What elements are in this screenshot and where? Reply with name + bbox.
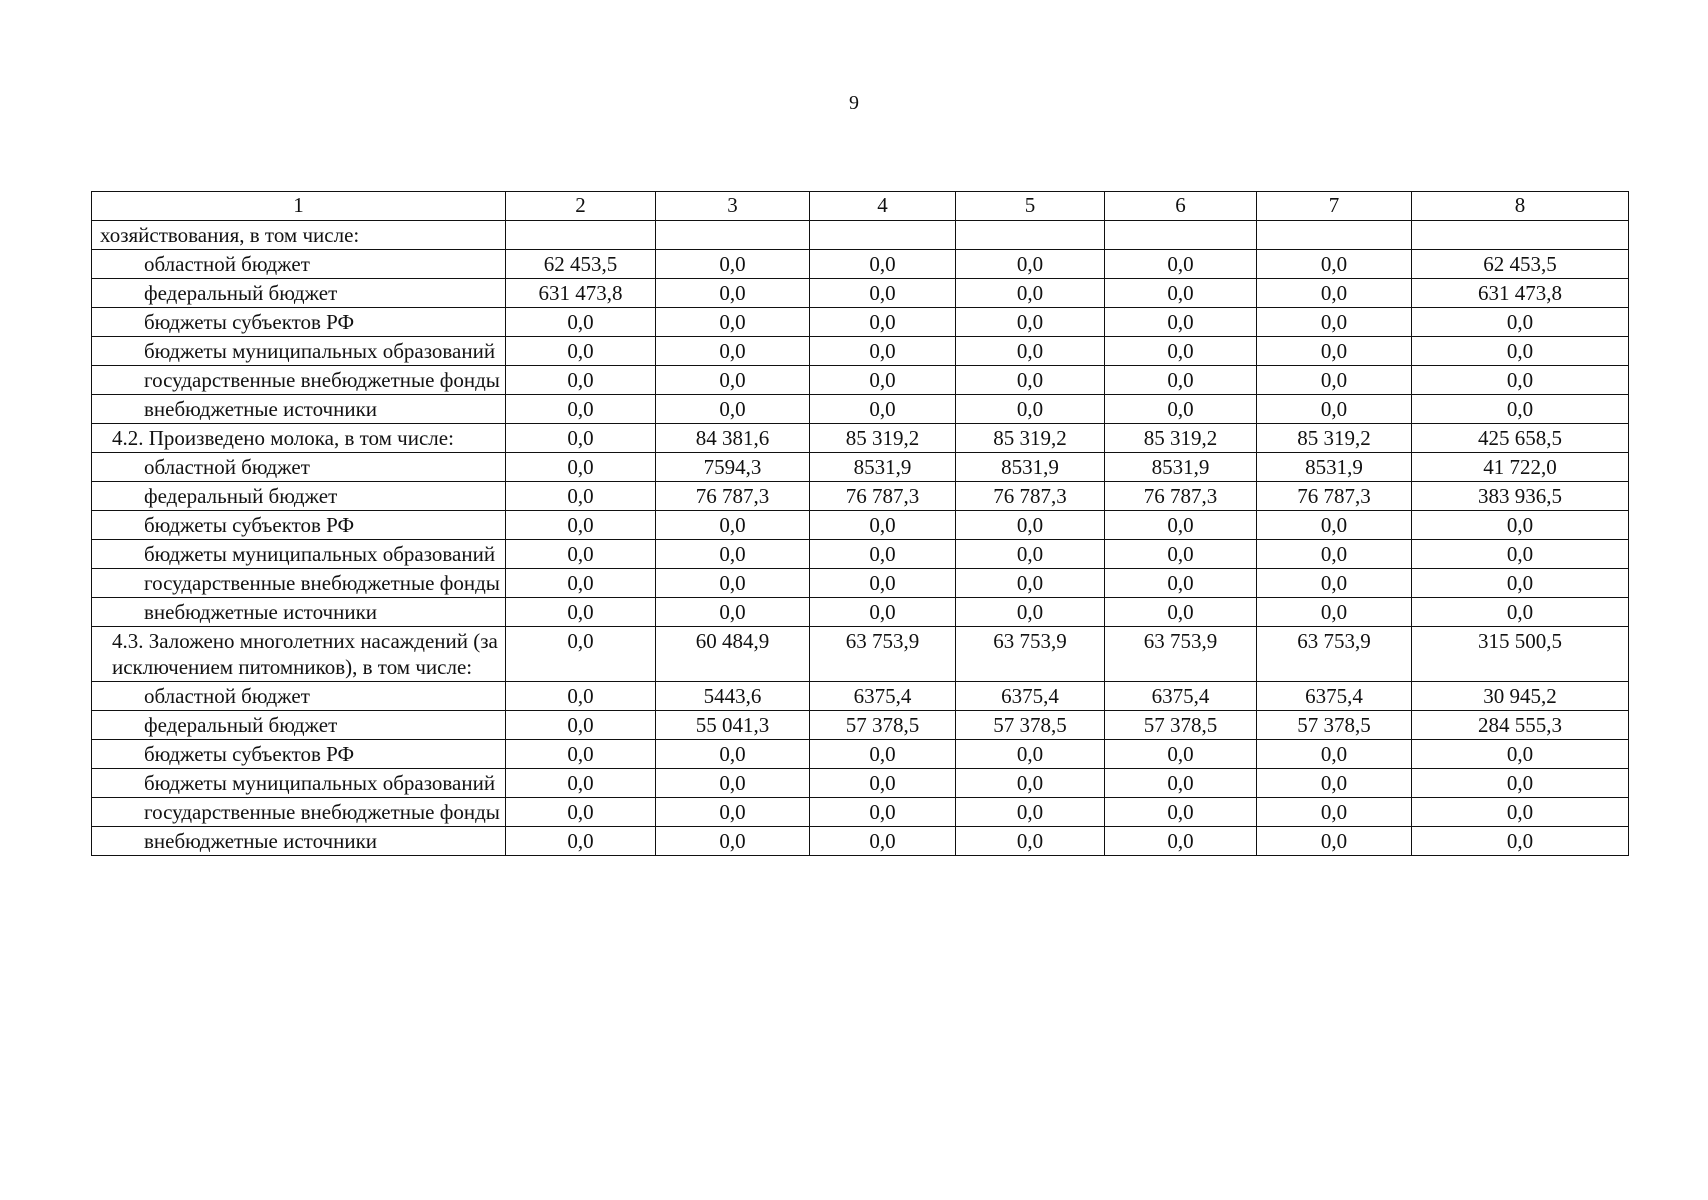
value-cell: 0,0: [810, 740, 956, 769]
value-cell: 0,0: [1257, 366, 1412, 395]
value-cell: [810, 221, 956, 250]
table-row: [92, 627, 1629, 682]
value-cell: 57 378,5: [956, 711, 1105, 740]
row-label: государственные внебюджетные фонды: [144, 368, 500, 392]
value-cell: 0,0: [1257, 827, 1412, 856]
row-label: федеральный бюджет: [144, 281, 338, 305]
value-cell: 0,0: [506, 337, 656, 366]
value-cell: 631 473,8: [506, 279, 656, 308]
table-row: [92, 540, 1629, 569]
value-cell: 6375,4: [1257, 682, 1412, 711]
column-number: 4: [810, 192, 956, 221]
row-label-cell: [92, 769, 506, 798]
row-label: федеральный бюджет: [144, 713, 338, 737]
value-cell: 0,0: [1412, 798, 1629, 827]
value-cell: 0,0: [1257, 798, 1412, 827]
value-cell: 0,0: [1257, 769, 1412, 798]
value-cell: 8531,9: [1105, 453, 1257, 482]
value-cell: 0,0: [1105, 366, 1257, 395]
value-cell: 0,0: [506, 395, 656, 424]
value-cell: 0,0: [656, 769, 810, 798]
table-row: [92, 740, 1629, 769]
row-label: государственные внебюджетные фонды: [144, 571, 500, 595]
row-label: бюджеты субъектов РФ: [144, 513, 355, 537]
row-label-cell: [92, 827, 506, 856]
value-cell: 0,0: [810, 250, 956, 279]
value-cell: 0,0: [506, 627, 656, 682]
value-cell: [506, 221, 656, 250]
value-cell: 0,0: [956, 308, 1105, 337]
value-cell: 0,0: [1105, 598, 1257, 627]
row-label: бюджеты муниципальных образований: [144, 542, 496, 566]
row-label-cell: [92, 337, 506, 366]
value-cell: [1412, 221, 1629, 250]
value-cell: 0,0: [1257, 598, 1412, 627]
row-label: государственные внебюджетные фонды: [144, 800, 500, 824]
value-cell: 0,0: [1257, 337, 1412, 366]
value-cell: 0,0: [1257, 511, 1412, 540]
table-row: [92, 798, 1629, 827]
value-cell: 0,0: [656, 337, 810, 366]
row-label-cell: [92, 279, 506, 308]
value-cell: 0,0: [1105, 395, 1257, 424]
row-label: 4.2. Произведено молока, в том числе:: [112, 426, 454, 450]
value-cell: 0,0: [506, 511, 656, 540]
value-cell: 0,0: [656, 279, 810, 308]
value-cell: 57 378,5: [810, 711, 956, 740]
value-cell: 0,0: [506, 569, 656, 598]
value-cell: 383 936,5: [1412, 482, 1629, 511]
value-cell: 0,0: [956, 337, 1105, 366]
table-row: [92, 337, 1629, 366]
table-row: [92, 221, 1629, 250]
value-cell: 0,0: [1105, 740, 1257, 769]
value-cell: 0,0: [810, 337, 956, 366]
value-cell: 0,0: [956, 769, 1105, 798]
value-cell: 63 753,9: [1105, 627, 1257, 682]
table-row: [92, 279, 1629, 308]
row-label-cell: [92, 682, 506, 711]
column-number: 8: [1412, 192, 1629, 221]
column-number-row: [92, 192, 1629, 221]
value-cell: 0,0: [506, 769, 656, 798]
value-cell: [956, 221, 1105, 250]
value-cell: 0,0: [810, 598, 956, 627]
value-cell: 0,0: [656, 540, 810, 569]
value-cell: 57 378,5: [1257, 711, 1412, 740]
value-cell: 76 787,3: [810, 482, 956, 511]
value-cell: 0,0: [810, 769, 956, 798]
value-cell: 0,0: [1412, 769, 1629, 798]
value-cell: 0,0: [956, 250, 1105, 279]
value-cell: 0,0: [956, 366, 1105, 395]
value-cell: 7594,3: [656, 453, 810, 482]
value-cell: 0,0: [506, 424, 656, 453]
table-row: [92, 308, 1629, 337]
value-cell: 631 473,8: [1412, 279, 1629, 308]
value-cell: 0,0: [656, 569, 810, 598]
page-number: 9: [849, 92, 859, 114]
value-cell: 0,0: [956, 740, 1105, 769]
value-cell: 0,0: [506, 740, 656, 769]
value-cell: 0,0: [956, 395, 1105, 424]
row-label-cell: [92, 711, 506, 740]
table-row: [92, 598, 1629, 627]
table-row: [92, 769, 1629, 798]
row-label-cell: [92, 627, 506, 682]
row-label-cell: [92, 308, 506, 337]
value-cell: 0,0: [810, 569, 956, 598]
value-cell: 85 319,2: [956, 424, 1105, 453]
value-cell: 0,0: [1412, 740, 1629, 769]
row-label: бюджеты муниципальных образований: [144, 339, 496, 363]
value-cell: 0,0: [656, 511, 810, 540]
table-row: [92, 827, 1629, 856]
value-cell: 0,0: [956, 540, 1105, 569]
row-label-cell: [92, 511, 506, 540]
value-cell: 63 753,9: [1257, 627, 1412, 682]
value-cell: 0,0: [506, 827, 656, 856]
row-label: бюджеты субъектов РФ: [144, 742, 355, 766]
value-cell: 0,0: [656, 598, 810, 627]
value-cell: 0,0: [656, 740, 810, 769]
row-label-cell: [92, 540, 506, 569]
value-cell: 62 453,5: [1412, 250, 1629, 279]
value-cell: 0,0: [810, 511, 956, 540]
value-cell: 0,0: [1105, 511, 1257, 540]
value-cell: 0,0: [1257, 740, 1412, 769]
value-cell: 0,0: [1105, 279, 1257, 308]
value-cell: [1257, 221, 1412, 250]
value-cell: 0,0: [1105, 827, 1257, 856]
value-cell: 84 381,6: [656, 424, 810, 453]
row-label-cell: [92, 424, 506, 453]
column-number: 7: [1257, 192, 1412, 221]
value-cell: 315 500,5: [1412, 627, 1629, 682]
value-cell: 0,0: [1412, 511, 1629, 540]
row-label-cell: [92, 221, 506, 250]
table-row: [92, 511, 1629, 540]
table-row: [92, 250, 1629, 279]
value-cell: 0,0: [506, 598, 656, 627]
value-cell: 0,0: [1257, 540, 1412, 569]
column-number: 1: [92, 192, 506, 221]
value-cell: 0,0: [956, 827, 1105, 856]
value-cell: 0,0: [956, 598, 1105, 627]
value-cell: 63 753,9: [956, 627, 1105, 682]
table-row: [92, 395, 1629, 424]
value-cell: 0,0: [956, 279, 1105, 308]
value-cell: 0,0: [656, 827, 810, 856]
row-label: федеральный бюджет: [144, 484, 338, 508]
value-cell: [1105, 221, 1257, 250]
value-cell: 60 484,9: [656, 627, 810, 682]
table-row: [92, 482, 1629, 511]
row-label-cell: [92, 366, 506, 395]
column-number: 5: [956, 192, 1105, 221]
row-label: бюджеты муниципальных образований: [144, 771, 496, 795]
value-cell: 76 787,3: [1105, 482, 1257, 511]
value-cell: 0,0: [810, 366, 956, 395]
value-cell: 0,0: [506, 453, 656, 482]
value-cell: 0,0: [1412, 827, 1629, 856]
value-cell: 85 319,2: [1105, 424, 1257, 453]
table-row: [92, 682, 1629, 711]
value-cell: 0,0: [956, 569, 1105, 598]
value-cell: [656, 221, 810, 250]
value-cell: 284 555,3: [1412, 711, 1629, 740]
value-cell: 85 319,2: [810, 424, 956, 453]
value-cell: 0,0: [1105, 308, 1257, 337]
value-cell: 0,0: [656, 395, 810, 424]
value-cell: 0,0: [1105, 540, 1257, 569]
value-cell: 0,0: [506, 711, 656, 740]
value-cell: 0,0: [1257, 569, 1412, 598]
value-cell: 0,0: [656, 250, 810, 279]
value-cell: 0,0: [506, 540, 656, 569]
value-cell: 41 722,0: [1412, 453, 1629, 482]
column-number: 6: [1105, 192, 1257, 221]
row-label: областной бюджет: [144, 684, 310, 708]
value-cell: 0,0: [656, 798, 810, 827]
value-cell: 0,0: [506, 798, 656, 827]
value-cell: 0,0: [1105, 798, 1257, 827]
value-cell: 0,0: [1257, 250, 1412, 279]
value-cell: 8531,9: [810, 453, 956, 482]
row-label: бюджеты субъектов РФ: [144, 310, 355, 334]
value-cell: 0,0: [1105, 337, 1257, 366]
value-cell: 0,0: [1257, 395, 1412, 424]
value-cell: 62 453,5: [506, 250, 656, 279]
row-label: хозяйствования, в том числе:: [100, 223, 360, 247]
value-cell: 0,0: [506, 482, 656, 511]
row-label-cell: [92, 482, 506, 511]
value-cell: 0,0: [1412, 308, 1629, 337]
value-cell: 0,0: [656, 308, 810, 337]
value-cell: 0,0: [956, 511, 1105, 540]
row-label-cell: [92, 798, 506, 827]
row-label-cell: [92, 453, 506, 482]
value-cell: 0,0: [506, 308, 656, 337]
column-number: 2: [506, 192, 656, 221]
value-cell: 0,0: [810, 308, 956, 337]
column-number: 3: [656, 192, 810, 221]
value-cell: 55 041,3: [656, 711, 810, 740]
value-cell: 0,0: [1412, 337, 1629, 366]
row-label: 4.3. Заложено многолетних насаждений (за исключением питомников), в том числе:: [112, 629, 498, 679]
row-label-cell: [92, 740, 506, 769]
table-body: [92, 192, 1629, 856]
value-cell: 0,0: [1105, 769, 1257, 798]
value-cell: 0,0: [810, 540, 956, 569]
value-cell: 0,0: [1257, 279, 1412, 308]
value-cell: 76 787,3: [1257, 482, 1412, 511]
value-cell: 6375,4: [956, 682, 1105, 711]
value-cell: 30 945,2: [1412, 682, 1629, 711]
value-cell: 0,0: [1257, 308, 1412, 337]
value-cell: 0,0: [506, 682, 656, 711]
value-cell: 0,0: [956, 798, 1105, 827]
value-cell: 85 319,2: [1257, 424, 1412, 453]
value-cell: 0,0: [1105, 250, 1257, 279]
table-row: [92, 711, 1629, 740]
value-cell: 57 378,5: [1105, 711, 1257, 740]
value-cell: 6375,4: [1105, 682, 1257, 711]
table-row: [92, 569, 1629, 598]
table-row: [92, 453, 1629, 482]
value-cell: 0,0: [1105, 569, 1257, 598]
value-cell: 63 753,9: [810, 627, 956, 682]
value-cell: 0,0: [810, 395, 956, 424]
value-cell: 8531,9: [956, 453, 1105, 482]
row-label: внебюджетные источники: [144, 397, 378, 421]
row-label: областной бюджет: [144, 252, 310, 276]
value-cell: 0,0: [1412, 366, 1629, 395]
value-cell: 0,0: [1412, 598, 1629, 627]
value-cell: 0,0: [1412, 569, 1629, 598]
value-cell: 0,0: [1412, 395, 1629, 424]
budget-table: [91, 191, 1629, 856]
value-cell: 0,0: [810, 827, 956, 856]
row-label: внебюджетные источники: [144, 600, 378, 624]
row-label-cell: [92, 395, 506, 424]
value-cell: 76 787,3: [656, 482, 810, 511]
table-row: [92, 366, 1629, 395]
value-cell: 6375,4: [810, 682, 956, 711]
value-cell: 76 787,3: [956, 482, 1105, 511]
value-cell: 5443,6: [656, 682, 810, 711]
value-cell: 8531,9: [1257, 453, 1412, 482]
value-cell: 0,0: [810, 279, 956, 308]
value-cell: 425 658,5: [1412, 424, 1629, 453]
value-cell: 0,0: [656, 366, 810, 395]
row-label-cell: [92, 598, 506, 627]
value-cell: 0,0: [1412, 540, 1629, 569]
row-label-cell: [92, 569, 506, 598]
value-cell: 0,0: [506, 366, 656, 395]
table-row: [92, 424, 1629, 453]
value-cell: 0,0: [810, 798, 956, 827]
row-label: внебюджетные источники: [144, 829, 378, 853]
row-label: областной бюджет: [144, 455, 310, 479]
row-label-cell: [92, 250, 506, 279]
